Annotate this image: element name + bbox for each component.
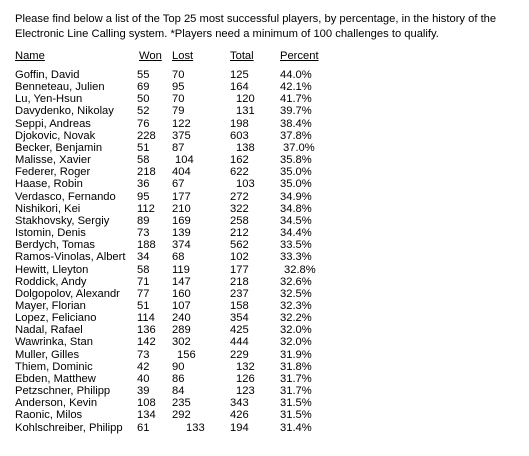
cell-won: 77 <box>137 287 150 300</box>
cell-name: Benneteau, Julien <box>15 81 105 94</box>
table-row <box>15 227 334 239</box>
cell-lost: 104 <box>175 154 194 167</box>
cell-percent: 34.5% <box>280 214 312 227</box>
cell-name: Mayer, Florian <box>15 299 86 312</box>
cell-total: 177 <box>230 263 249 276</box>
cell-won: 58 <box>137 263 150 276</box>
cell-won: 42 <box>137 360 150 373</box>
cell-name: Stakhovsky, Sergiy <box>15 214 110 227</box>
cell-lost: 70 <box>172 93 185 106</box>
cell-total: 622 <box>230 166 249 179</box>
cell-total: 126 <box>236 372 255 385</box>
cell-won: 61 <box>137 421 150 434</box>
cell-percent: 37.8% <box>280 129 312 142</box>
players-table <box>15 50 334 434</box>
table-row <box>15 154 334 166</box>
table-row <box>15 178 334 190</box>
cell-lost: 375 <box>172 129 191 142</box>
cell-percent: 41.7% <box>280 93 312 106</box>
cell-won: 71 <box>137 275 150 288</box>
cell-lost: 292 <box>172 409 191 422</box>
cell-name: Petzschner, Philipp <box>15 385 111 398</box>
cell-won: 228 <box>137 129 156 142</box>
cell-total: 229 <box>230 348 249 361</box>
cell-lost: 374 <box>172 239 191 252</box>
cell-won: 73 <box>137 348 150 361</box>
cell-total: 425 <box>230 324 249 337</box>
cell-total: 212 <box>230 227 249 240</box>
cell-percent: 32.0% <box>280 336 312 349</box>
cell-lost: 79 <box>172 105 185 118</box>
cell-percent: 34.9% <box>280 190 312 203</box>
cell-name: Ramos-Vinolas, Albert <box>15 251 126 264</box>
cell-lost: 404 <box>172 166 191 179</box>
cell-name: Wawrinka, Stan <box>15 336 93 349</box>
cell-won: 218 <box>137 166 156 179</box>
cell-won: 36 <box>137 178 150 191</box>
intro-paragraph: Please find below a list of the Top 25 most successful players, by percentage, in the history of the Electronic Line Calling system. *Players need a minimum of 100 challenges to qualify. <box>15 13 497 40</box>
table-row <box>15 93 334 105</box>
cell-won: 51 <box>137 141 150 154</box>
cell-won: 136 <box>137 324 156 337</box>
cell-percent: 32.3% <box>280 299 312 312</box>
cell-name: Davydenko, Nikolay <box>15 105 114 118</box>
table-row <box>15 312 334 324</box>
cell-lost: 133 <box>186 421 205 434</box>
cell-percent: 31.7% <box>280 372 312 385</box>
cell-won: 108 <box>137 397 156 410</box>
cell-name: Berdych, Tomas <box>15 239 96 252</box>
table-row <box>15 373 334 385</box>
cell-percent: 31.5% <box>280 409 312 422</box>
table-row <box>15 130 334 142</box>
cell-total: 272 <box>230 190 249 203</box>
cell-won: 114 <box>137 312 155 325</box>
cell-won: 51 <box>137 299 150 312</box>
cell-percent: 32.0% <box>280 324 312 337</box>
cell-total: 194 <box>230 421 249 434</box>
cell-percent: 35.0% <box>280 166 312 179</box>
table-row <box>15 69 334 81</box>
cell-lost: 95 <box>172 81 185 94</box>
table-row <box>15 397 334 409</box>
cell-name: Raonic, Milos <box>15 409 83 422</box>
cell-lost: 90 <box>172 360 185 373</box>
cell-name: Nadal, Rafael <box>15 324 83 337</box>
cell-percent: 33.5% <box>280 239 312 252</box>
cell-lost: 240 <box>172 312 191 325</box>
table-row <box>15 276 334 288</box>
cell-name: Lopez, Feliciano <box>15 312 97 325</box>
table-header-row <box>15 50 334 63</box>
cell-name: Goffin, David <box>15 69 80 81</box>
table-body <box>15 69 334 434</box>
cell-name: Hewitt, Lleyton <box>15 263 89 276</box>
cell-total: 138 <box>236 141 255 154</box>
cell-name: Istomin, Denis <box>15 227 86 240</box>
cell-total: 237 <box>230 287 249 300</box>
cell-total: 131 <box>236 105 255 118</box>
cell-percent: 31.5% <box>280 397 312 410</box>
cell-percent: 44.0% <box>280 69 312 81</box>
cell-percent: 35.0% <box>280 178 312 191</box>
cell-percent: 32.2% <box>280 312 312 325</box>
cell-total: 218 <box>230 275 249 288</box>
cell-lost: 235 <box>172 397 191 410</box>
cell-won: 134 <box>137 409 156 422</box>
cell-total: 125 <box>230 69 249 81</box>
cell-total: 322 <box>230 202 249 215</box>
cell-won: 95 <box>137 190 150 203</box>
table-row <box>15 191 334 203</box>
cell-total: 562 <box>230 239 249 252</box>
cell-percent: 42.1% <box>280 81 312 94</box>
header-percent: Percent <box>280 50 319 62</box>
cell-percent: 32.8% <box>284 263 316 276</box>
table-row <box>15 203 334 215</box>
table-row <box>15 251 334 263</box>
cell-name: Nishikori, Kei <box>15 202 81 215</box>
cell-won: 55 <box>137 69 150 81</box>
cell-lost: 210 <box>172 202 191 215</box>
cell-won: 40 <box>137 372 150 385</box>
cell-lost: 84 <box>172 385 185 398</box>
cell-percent: 31.7% <box>280 385 312 398</box>
cell-total: 102 <box>230 251 249 264</box>
cell-name: Ebden, Matthew <box>15 372 96 385</box>
cell-won: 142 <box>137 336 156 349</box>
cell-name: Becker, Benjamin <box>15 141 103 154</box>
table-row <box>15 361 334 373</box>
table-row <box>15 300 334 312</box>
cell-lost: 68 <box>172 251 185 264</box>
cell-lost: 67 <box>172 178 185 191</box>
cell-name: Dolgopolov, Alexandr <box>15 287 120 300</box>
cell-total: 354 <box>230 312 249 325</box>
header-total: Total <box>230 50 254 62</box>
cell-total: 164 <box>230 81 249 94</box>
cell-percent: 35.8% <box>280 154 312 167</box>
table-row <box>15 349 334 361</box>
cell-total: 132 <box>236 360 255 373</box>
cell-percent: 38.4% <box>280 117 312 130</box>
cell-name: Seppi, Andreas <box>15 117 91 130</box>
cell-name: Djokovic, Novak <box>15 129 96 142</box>
cell-name: Haase, Robin <box>15 178 83 191</box>
cell-lost: 70 <box>172 69 185 81</box>
cell-total: 162 <box>230 154 249 167</box>
cell-lost: 289 <box>172 324 191 337</box>
header-won: Won <box>139 50 162 62</box>
cell-total: 426 <box>230 409 249 422</box>
cell-percent: 34.4% <box>280 227 312 240</box>
cell-won: 112 <box>137 202 155 215</box>
cell-total: 158 <box>230 299 249 312</box>
header-name: Name <box>15 50 45 62</box>
cell-won: 58 <box>137 154 150 167</box>
cell-total: 444 <box>230 336 249 349</box>
cell-lost: 177 <box>172 190 191 203</box>
cell-total: 103 <box>236 178 255 191</box>
cell-percent: 37.0% <box>283 141 315 154</box>
cell-total: 198 <box>230 117 249 130</box>
cell-lost: 122 <box>172 117 191 130</box>
cell-lost: 169 <box>172 214 191 227</box>
cell-name: Thiem, Dominic <box>15 360 93 373</box>
cell-name: Verdasco, Fernando <box>15 190 116 203</box>
cell-total: 120 <box>236 93 255 106</box>
cell-name: Anderson, Kevin <box>15 397 98 410</box>
cell-won: 52 <box>137 105 150 118</box>
cell-percent: 31.4% <box>280 421 312 434</box>
cell-won: 39 <box>137 385 150 398</box>
cell-name: Lu, Yen-Hsun <box>15 93 83 106</box>
cell-lost: 107 <box>172 299 191 312</box>
cell-won: 73 <box>137 227 150 240</box>
cell-percent: 31.9% <box>280 348 312 361</box>
cell-percent: 33.3% <box>280 251 312 264</box>
cell-name: Roddick, Andy <box>15 275 87 288</box>
table-row <box>15 118 334 130</box>
cell-won: 69 <box>137 81 150 94</box>
table-row <box>15 105 334 117</box>
table-row <box>15 422 334 434</box>
cell-name: Federer, Roger <box>15 166 91 179</box>
table-row <box>15 215 334 227</box>
cell-lost: 87 <box>172 141 185 154</box>
cell-total: 343 <box>230 397 249 410</box>
cell-total: 603 <box>230 129 249 142</box>
cell-won: 188 <box>137 239 156 252</box>
cell-lost: 156 <box>177 348 196 361</box>
cell-lost: 119 <box>172 263 190 276</box>
cell-percent: 32.6% <box>280 275 312 288</box>
cell-won: 50 <box>137 93 150 106</box>
cell-won: 34 <box>137 251 150 264</box>
table-row <box>15 385 334 397</box>
table-row <box>15 81 334 93</box>
cell-lost: 160 <box>172 287 191 300</box>
cell-lost: 147 <box>172 275 191 288</box>
cell-name: Malisse, Xavier <box>15 154 91 167</box>
cell-won: 76 <box>137 117 150 130</box>
table-row <box>15 264 334 276</box>
cell-won: 89 <box>137 214 150 227</box>
header-lost: Lost <box>172 50 194 62</box>
cell-lost: 302 <box>172 336 191 349</box>
table-row <box>15 239 334 251</box>
cell-lost: 86 <box>172 372 185 385</box>
table-row <box>15 166 334 178</box>
table-row <box>15 409 334 421</box>
cell-percent: 31.8% <box>280 360 312 373</box>
cell-percent: 32.5% <box>280 287 312 300</box>
cell-total: 258 <box>230 214 249 227</box>
table-row <box>15 142 334 154</box>
cell-percent: 34.8% <box>280 202 312 215</box>
cell-total: 123 <box>236 385 255 398</box>
table-row <box>15 288 334 300</box>
cell-percent: 39.7% <box>280 105 312 118</box>
cell-name: Kohlschreiber, Philipp <box>15 421 123 434</box>
table-row <box>15 336 334 348</box>
cell-lost: 139 <box>172 227 191 240</box>
cell-name: Muller, Gilles <box>15 348 80 361</box>
table-row <box>15 324 334 336</box>
